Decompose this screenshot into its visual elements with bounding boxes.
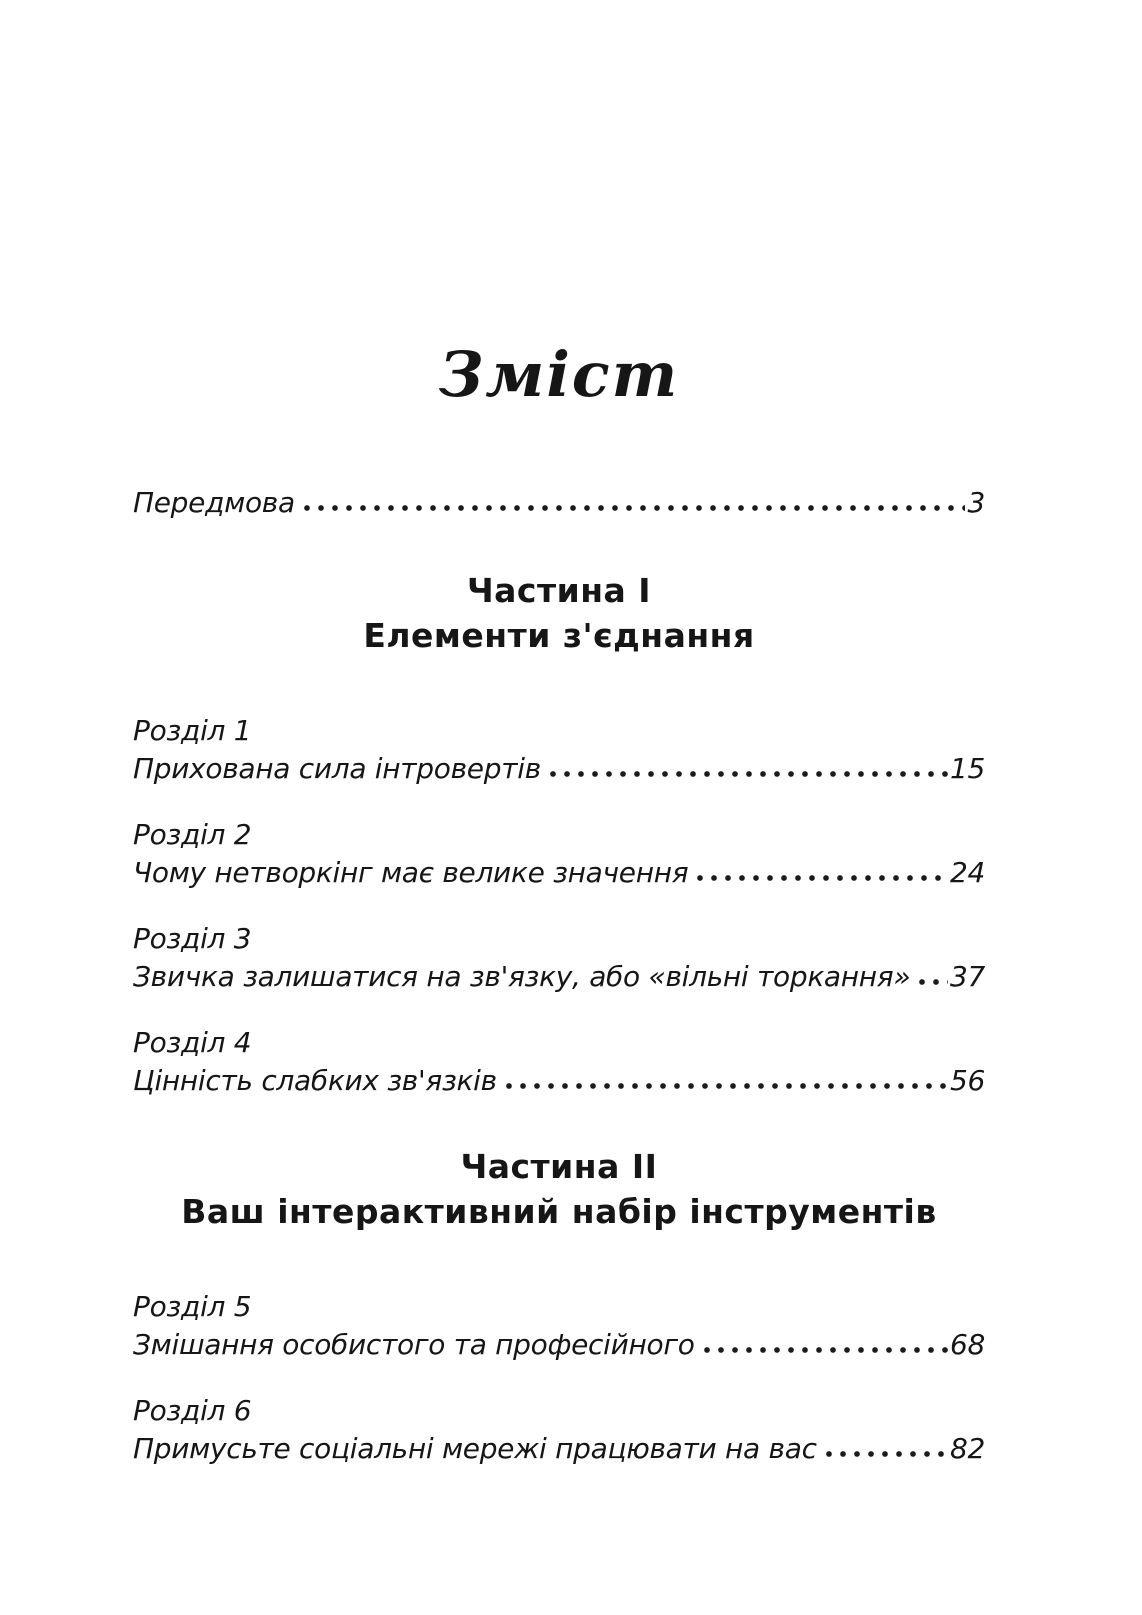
toc-entry-chapter-3 (133, 958, 985, 996)
toc-entry-chapter-6 (133, 1430, 985, 1468)
chapter-6-title: Примусьте соціальні мережі працювати на вас (133, 1432, 817, 1465)
chapter-6-label: Розділ 6 (133, 1394, 252, 1427)
toc-entry-chapter-1 (133, 750, 985, 788)
part-2-heading: Частина II (460, 1147, 658, 1186)
chapter-2-label: Розділ 2 (133, 818, 252, 851)
chapter-2-title: Чому нетворкінг має велике значення (133, 856, 689, 889)
toc-chapter-1 (133, 712, 985, 788)
dot-leader (694, 872, 948, 884)
dot-leader (916, 976, 948, 988)
chapter-1-label: Розділ 1 (133, 714, 252, 747)
preface-label: Передмова (133, 486, 295, 519)
chapter-4-title: Цінність слабких зв'язків (133, 1064, 497, 1097)
chapter-6-page-number: 82 (949, 1432, 985, 1465)
toc-entry-preface (133, 484, 985, 522)
chapter-3-title: Звичка залишатися на зв'язку, або «вільні торкання» (133, 960, 911, 993)
chapter-5-label: Розділ 5 (133, 1290, 252, 1323)
part-2-subtitle: Ваш інтерактивний набір інструментів (181, 1192, 937, 1231)
part-1-block (133, 568, 985, 658)
chapter-1-title: Прихована сила інтровертів (133, 752, 541, 785)
toc-chapter-4 (133, 1024, 985, 1100)
part-1-subtitle: Елементи з'єднання (363, 616, 755, 655)
toc-entry-chapter-4 (133, 1062, 985, 1100)
part-1-heading: Частина I (466, 571, 652, 610)
dot-leader (301, 502, 966, 514)
preface-page-number: 3 (967, 486, 985, 519)
toc-chapter-5 (133, 1288, 985, 1364)
toc-chapter-3 (133, 920, 985, 996)
toc-entry-chapter-2 (133, 854, 985, 892)
toc-entry-chapter-5 (133, 1326, 985, 1364)
chapter-5-title: Змішання особистого та професійного (133, 1328, 695, 1361)
chapter-4-label: Розділ 4 (133, 1026, 252, 1059)
chapter-3-label: Розділ 3 (133, 922, 252, 955)
chapter-3-page-number: 37 (949, 960, 985, 993)
dot-leader (547, 768, 948, 780)
chapter-4-page-number: 56 (949, 1064, 985, 1097)
dot-leader (503, 1080, 948, 1092)
page-title: Зміст (438, 338, 680, 411)
chapter-2-page-number: 24 (949, 856, 985, 889)
toc-chapter-2 (133, 816, 985, 892)
part-2-block (133, 1144, 985, 1234)
dot-leader (823, 1448, 948, 1460)
toc-chapter-6 (133, 1392, 985, 1468)
chapter-1-page-number: 15 (949, 752, 985, 785)
chapter-5-page-number: 68 (949, 1328, 985, 1361)
dot-leader (701, 1344, 948, 1356)
toc-page (133, 0, 985, 1468)
